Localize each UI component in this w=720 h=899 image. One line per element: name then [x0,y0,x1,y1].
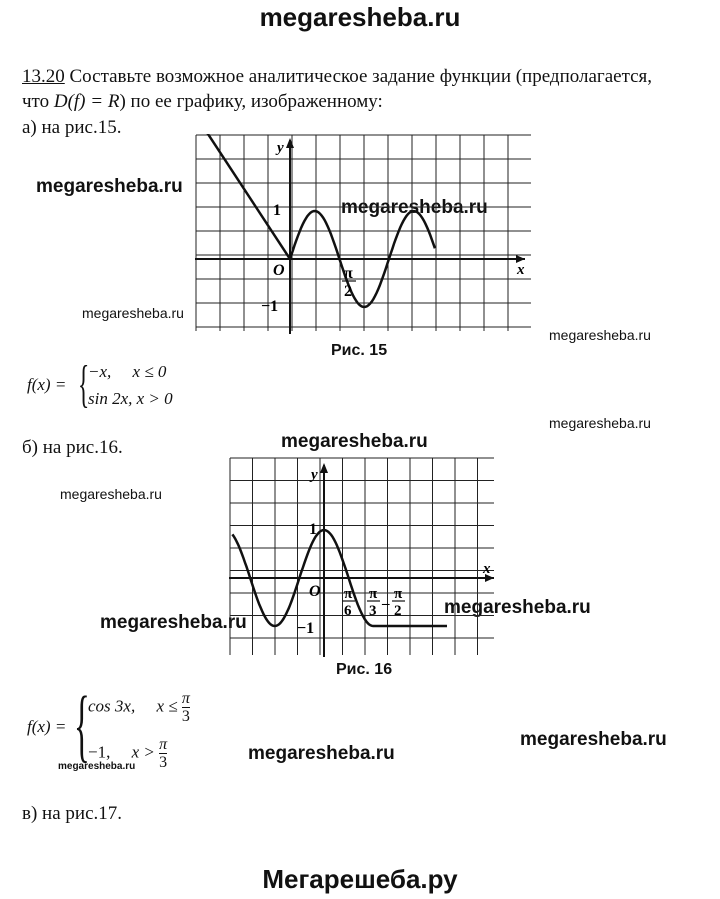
watermark-1: megaresheba.ru [36,176,183,197]
figure-16-y-arrow [320,463,328,473]
svg-text:–: – [382,596,390,612]
answer-b-case-2-fraction: $\frac{\pi}{3}$ [159,736,168,771]
figure-16-tick-minus-1: −1 [297,620,315,637]
figure-15-curve [195,134,435,307]
watermark-8: megaresheba.ru [100,612,247,633]
problem-line-2 [22,91,383,113]
problem-line-1 [22,66,652,88]
answer-a-case-2-cond: x > 0 [136,389,173,408]
watermark-10: megaresheba.ru [520,729,667,750]
watermark-7: megaresheba.ru [60,486,162,502]
figure-15-graph [195,134,537,334]
part-a-label: а) на рис.15. [22,117,122,138]
answer-b-case-2-expr: −1, [88,742,111,762]
figure-15-y-label: y [277,140,284,156]
watermark-9: megaresheba.ru [444,597,591,618]
part-b-label: б) на рис.16. [22,437,123,458]
watermark-4: megaresheba.ru [549,327,651,343]
answer-b-case-2-cond: x > [131,742,155,762]
answer-b-lhs: f(x) = [27,717,67,736]
figure-16-tick-pi-6-num: π [344,586,353,602]
answer-a-case-2 [88,389,173,409]
figure-16-graph [229,457,497,657]
figure-16-grid [230,458,494,655]
figure-16-tick-pi-6-den: 6 [344,603,352,619]
site-footer: Мегарешеба.ру [262,864,458,894]
watermark-5: megaresheba.ru [549,415,651,431]
figure-15-caption: Рис. 15 [331,342,388,359]
figure-16-origin: O [309,583,321,600]
answer-a-brace: { [78,356,90,413]
answer-b-case-1-fraction: $\frac{\pi}{3}$ [181,690,190,725]
watermark-11: megaresheba.ru [248,743,395,764]
figure-15-tick-minus-1: −1 [261,298,279,315]
figure-16-tick-pi-3-num: π [369,586,378,602]
figure-15-tick-pi: π [344,265,353,282]
figure-15-origin: O [273,262,285,279]
answer-a-case-1 [88,362,166,382]
answer-a-lhs: f(x) = [27,375,67,394]
figure-16-tick-pi-2-den: 2 [394,603,402,619]
figure-15-y-arrow [286,138,294,148]
problem-text-2-prefix: что [22,91,54,112]
answer-b-brace: { [74,679,90,770]
figure-16-tick-pi-2-num: π [394,586,403,602]
figure-15-grid [196,135,531,331]
answer-a-case-2-expr: sin 2x, [88,389,133,408]
watermark-2: megaresheba.ru [341,197,488,218]
problem-number: 13.20 [22,66,65,87]
figure-15-x-label: x [517,262,525,278]
figure-15-tick-2: 2 [344,283,352,300]
figure-16-x-label: x [483,561,491,577]
figure-16-tick-1: 1 [309,521,317,538]
problem-text-1: Составьте возможное аналитическое задание функции (предполагается, [64,66,653,87]
watermark-6: megaresheba.ru [281,431,428,452]
domain-expression: D(f) = R [53,91,120,112]
watermark-3: megaresheba.ru [82,305,184,321]
answer-b-case-1-cond: x ≤ [156,696,178,716]
figure-16-caption: Рис. 16 [336,661,393,678]
answer-b-case-1 [88,690,190,725]
figure-15-tick-1: 1 [273,202,281,219]
part-c-label: в) на рис.17. [22,803,123,824]
site-header: megaresheba.ru [259,2,461,32]
answer-a-case-1-cond: x ≤ 0 [132,362,167,381]
problem-text-2-suffix: ) по ее графику, изображенному: [119,91,383,112]
answer-a-case-1-expr: −x, [88,362,112,381]
watermark-12: megaresheba.ru [58,761,136,772]
answer-b-case-1-expr: cos 3x, [88,696,136,716]
figure-16-tick-pi-3-den: 3 [369,603,377,619]
figure-16-y-label: y [311,467,318,483]
answer-b-case-2 [88,736,167,771]
